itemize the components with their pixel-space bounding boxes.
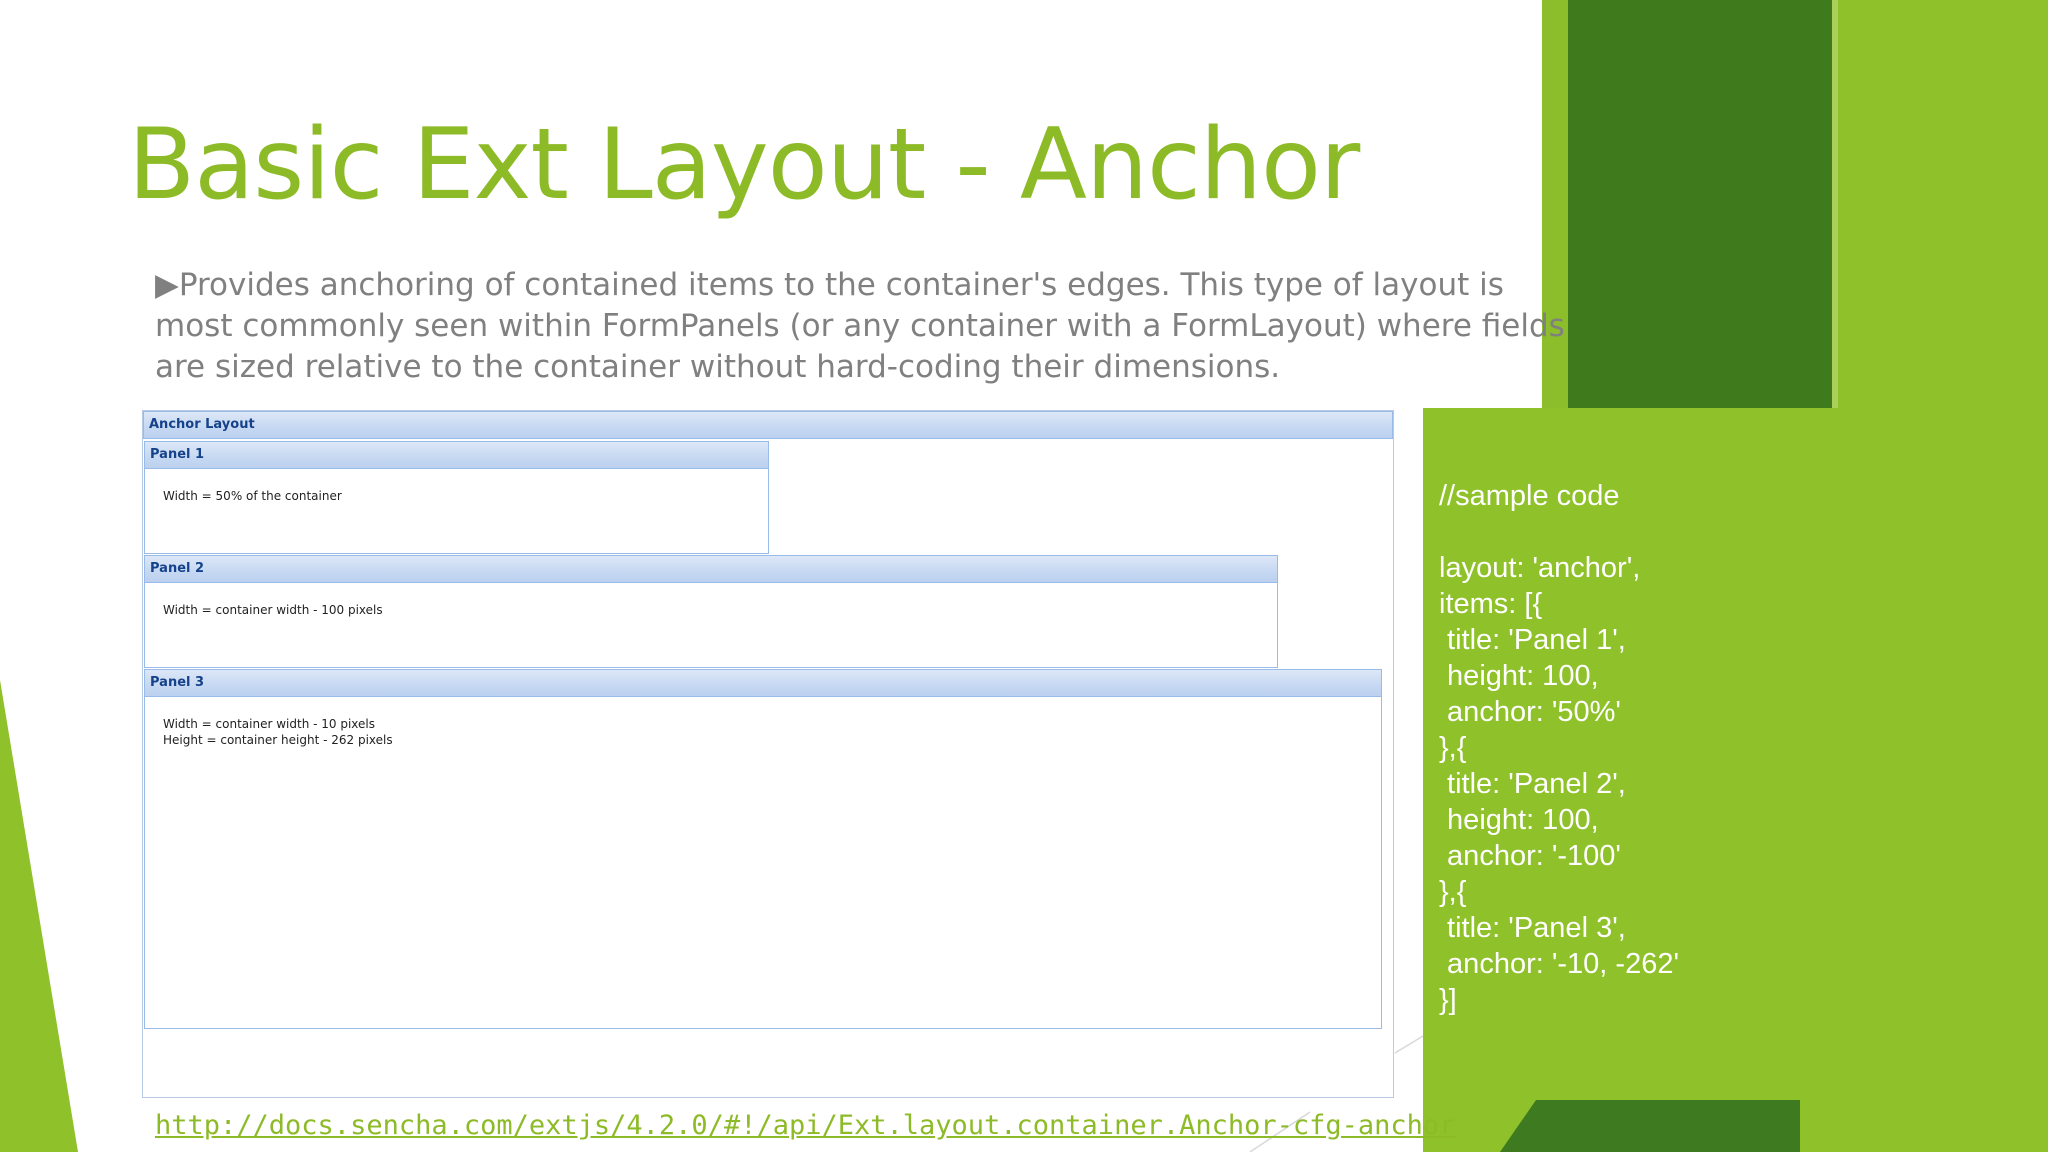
panel-3-body xyxy=(163,716,393,748)
code-line: }] xyxy=(1439,984,1457,1016)
code-line: //sample code xyxy=(1439,480,1620,512)
sencha-docs-link[interactable]: http://docs.sencha.com/extjs/4.2.0/#!/api/Ext.layout.container.Anchor-cfg-anchor xyxy=(155,1110,1456,1141)
code-line: title: 'Panel 2', xyxy=(1439,768,1626,800)
panel-3-body-line-2: Height = container height - 262 pixels xyxy=(163,733,393,747)
code-line: },{ xyxy=(1439,876,1467,908)
panel-1-body: Width = 50% of the container xyxy=(163,489,342,503)
code-line: height: 100, xyxy=(1439,660,1599,692)
panel-3 xyxy=(144,669,1382,1029)
code-line: title: 'Panel 3', xyxy=(1439,912,1626,944)
code-line: items: [{ xyxy=(1439,588,1543,620)
panel-3-body-line-1: Width = container width - 10 pixels xyxy=(163,717,375,731)
code-line: anchor: '-100' xyxy=(1439,840,1621,872)
anchor-layout-header: Anchor Layout xyxy=(143,411,1393,439)
sample-code xyxy=(1439,478,1679,1018)
code-line: },{ xyxy=(1439,732,1467,764)
panel-2 xyxy=(144,555,1278,668)
code-line: height: 100, xyxy=(1439,804,1599,836)
code-line xyxy=(1439,514,1679,550)
panel-1-header: Panel 1 xyxy=(144,441,769,469)
slide-body-text: ▶Provides anchoring of contained items to the container's edges. This type of layout is most commonly seen within FormPanels (or any container with a FormLayout) where fields are sized relative to the container without hard-coding their dimensions. xyxy=(155,267,1565,385)
ext-anchor-layout-screenshot xyxy=(142,410,1394,1098)
panel-2-header: Panel 2 xyxy=(144,555,1278,583)
code-line: layout: 'anchor', xyxy=(1439,552,1641,584)
code-line: title: 'Panel 1', xyxy=(1439,624,1626,656)
panel-3-header: Panel 3 xyxy=(144,669,1382,697)
slide-title: Basic Ext Layout - Anchor xyxy=(128,108,1360,222)
panel-1 xyxy=(144,441,769,554)
sample-code-box xyxy=(1423,408,1838,1098)
panel-2-body: Width = container width - 100 pixels xyxy=(163,603,383,617)
code-line: anchor: '50%' xyxy=(1439,696,1621,728)
code-line: anchor: '-10, -262' xyxy=(1439,948,1679,980)
